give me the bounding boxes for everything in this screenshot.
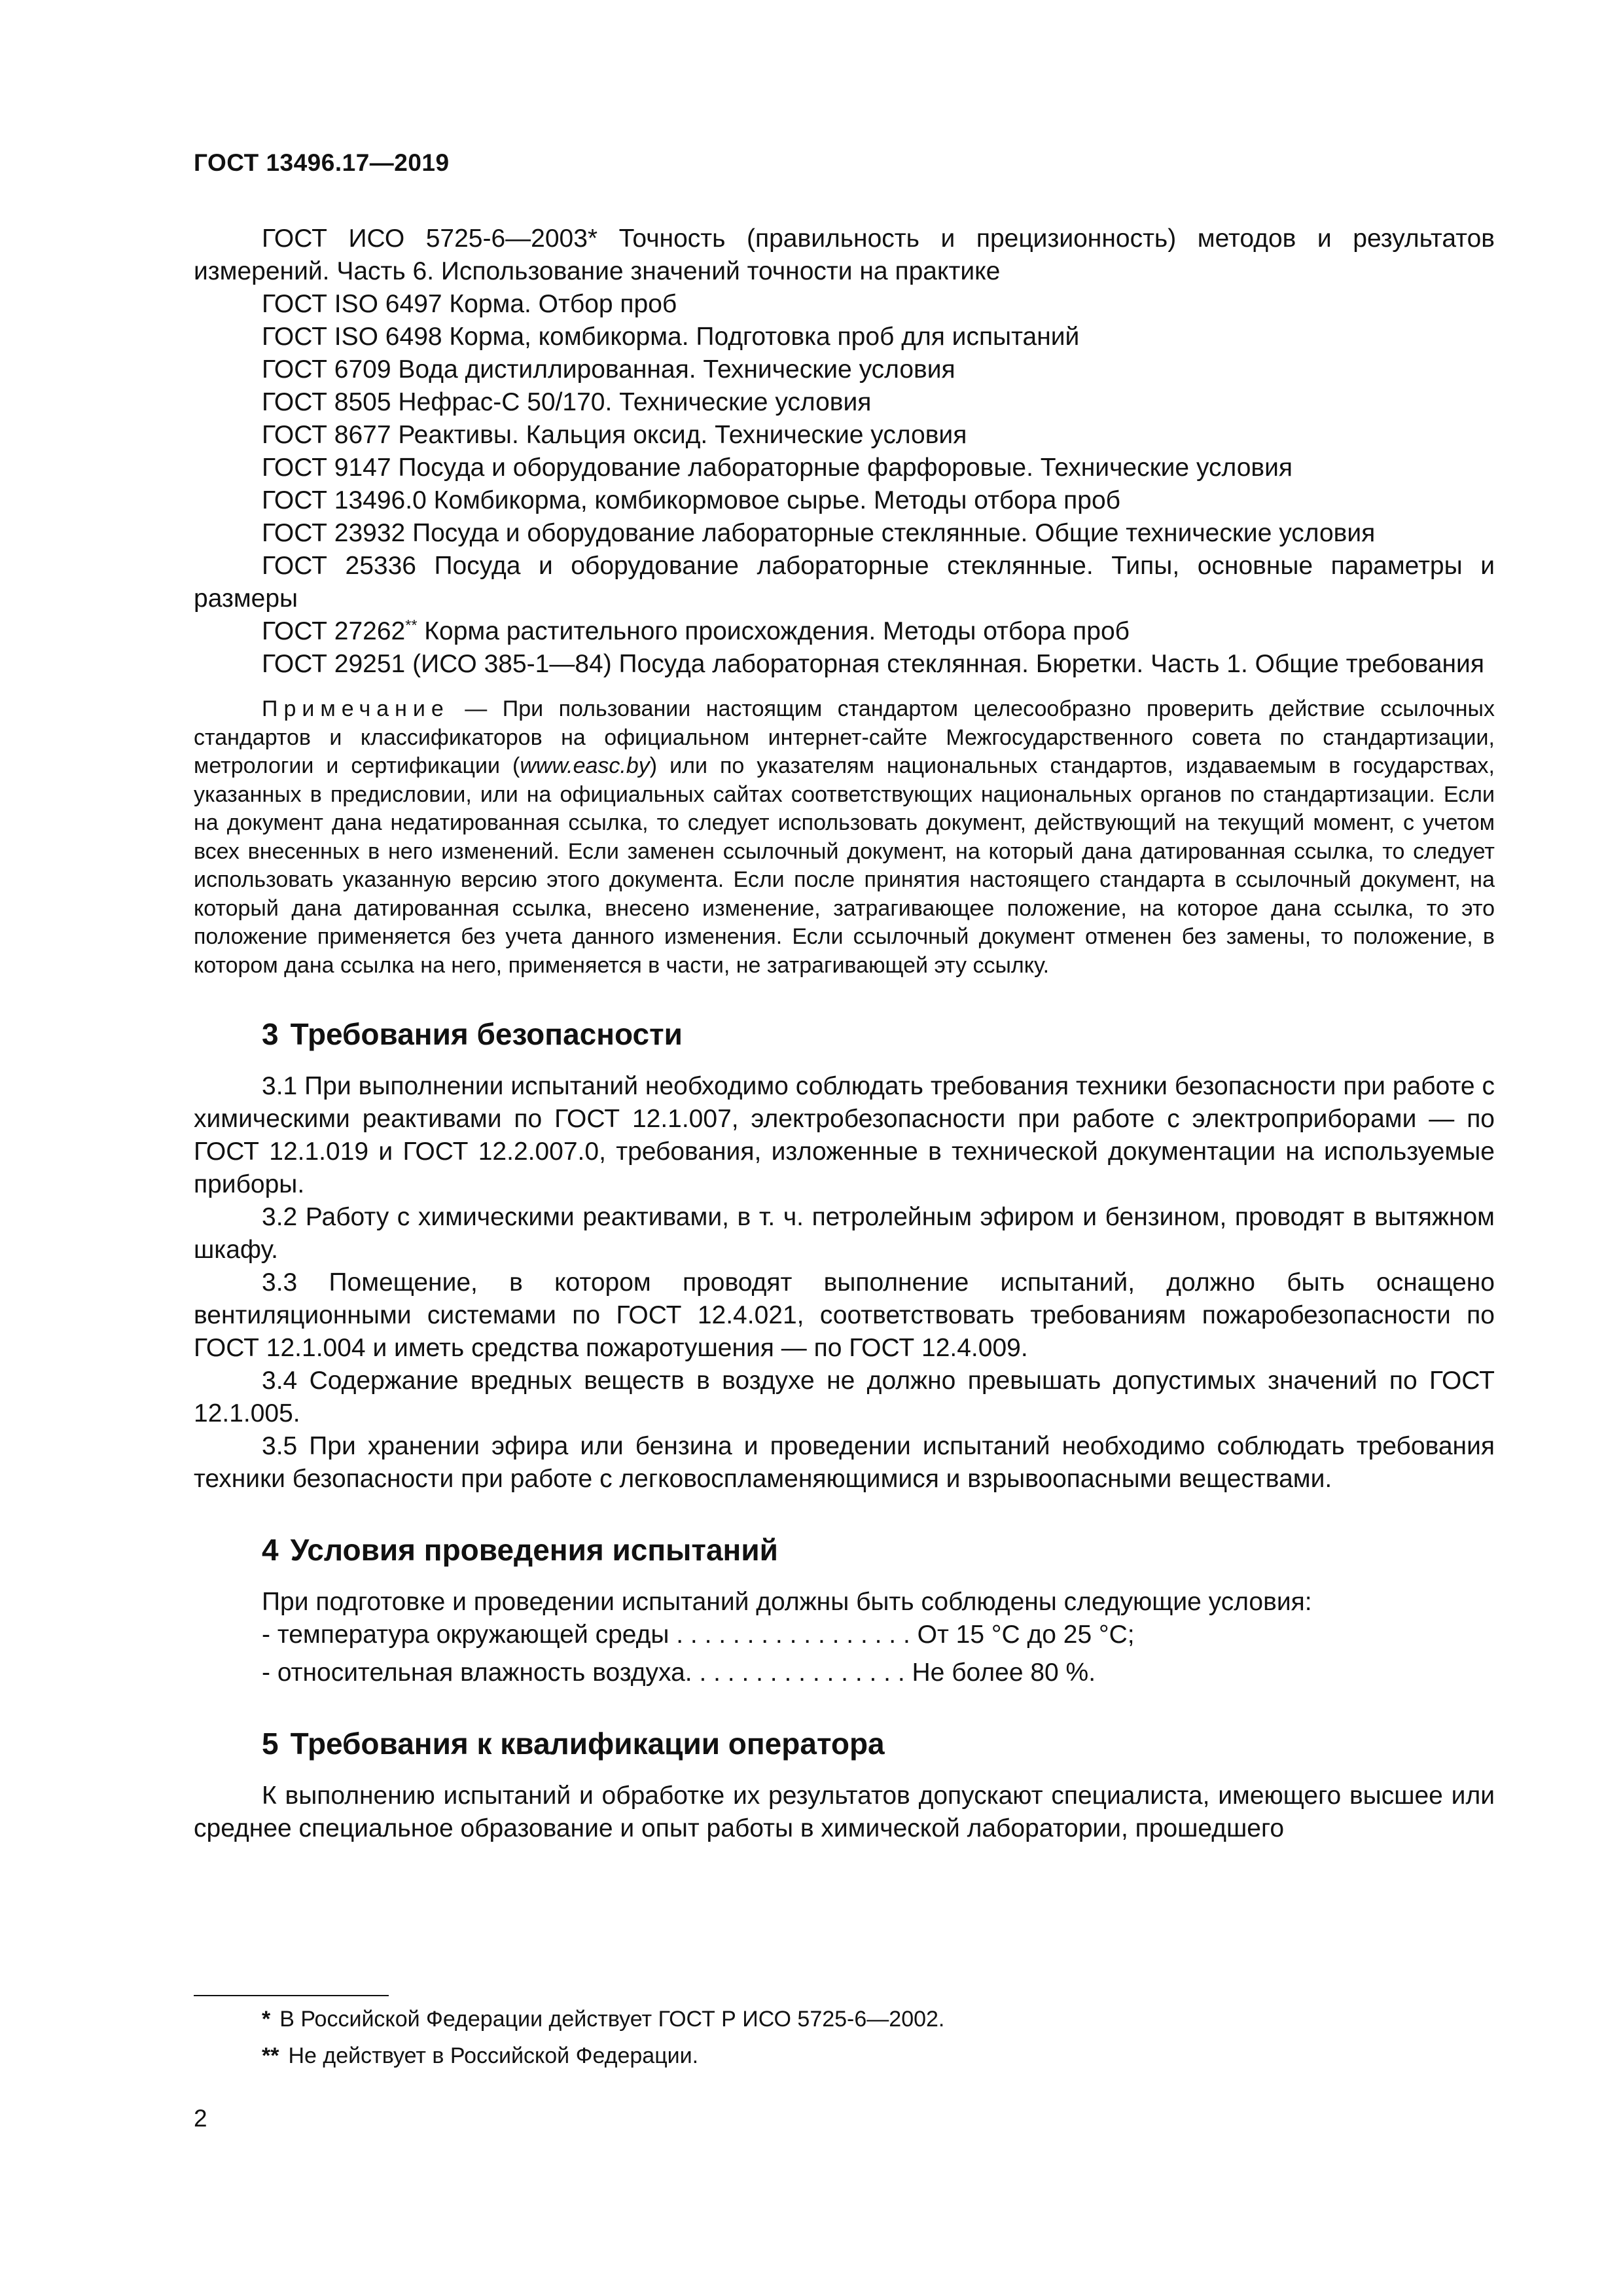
paragraph-3-2: 3.2 Работу с химическими реактивами, в т. ч. петролейным эфиром и бензином, проводят в вытяжном шкафу. bbox=[194, 1203, 1495, 1264]
footnote-1 bbox=[262, 2007, 944, 2032]
section-5-text: К выполнению испытаний и обработке их результатов допускают специалиста, имеющего высшее или среднее специальное образование и опыт работы в химической лаборатории, прошедшего bbox=[194, 1782, 1495, 1842]
note-text-start: — При пользовании настоящим стандартом целесообразно проверить действие ссылочных стандартов и классификаторов на официальном интернет-сайте Межгосударственного совета по стандартизации, метрологии и сертификации ( bbox=[194, 696, 1495, 778]
reference-title: Корма растительного происхождения. Методы отбора проб bbox=[417, 617, 1130, 645]
footnote-separator bbox=[194, 1995, 389, 1996]
footnote-marker: ** bbox=[405, 617, 418, 634]
section-title: Условия проведения испытаний bbox=[290, 1533, 778, 1567]
reference-item: ГОСТ 9147 Посуда и оборудование лабораторные фарфоровые. Технические условия bbox=[262, 454, 1293, 482]
reference-item: ГОСТ ISO 6497 Корма. Отбор проб bbox=[262, 290, 677, 318]
section-4-intro: При подготовке и проведении испытаний должны быть соблюдены следующие условия: bbox=[262, 1588, 1312, 1616]
footnote-text: Не действует в Российской Федерации. bbox=[288, 2043, 699, 2068]
paragraph-3-3: 3.3 Помещение, в котором проводят выполнение испытаний, должно быть оснащено вентиляционными системами по ГОСТ 12.4.021, соответствовать требованиям пожаробезопасности по ГОСТ 12.1.004 и иметь средства пожаротушения — по ГОСТ 12.4.009. bbox=[194, 1268, 1495, 1362]
reference-code: ГОСТ 27262 bbox=[262, 617, 406, 645]
note-label: Примечание bbox=[262, 696, 450, 721]
reference-item: ГОСТ 23932 Посуда и оборудование лабораторные стеклянные. Общие технические условия bbox=[262, 519, 1376, 547]
note-text-end: ) или по указателям национальных стандартов, издаваемым в государствах, указанных в предисловии, или на официальных сайтах соответствующих национальных органов по стандартизации. Если на документ дана недатированная ссылка, то следует использовать документ, действующий на текущий момент, с учетом всех внесенных в него изменений. Если заменен ссылочный документ, на который дана датированная ссылка, то следует использовать указанную версию этого документа. Если после принятия настоящего стандарта в ссылочный документ, на который дана датированная ссылка, внесено изменение, затрагивающее положение, на которое дана ссылка, то это положение применяется без учета данного изменения. Если ссылочный документ отменен без замены, то положение, в котором дана ссылка на него, применяется в части, не затрагивающей эту ссылку. bbox=[194, 753, 1495, 978]
reference-item: ГОСТ ИСО 5725-6—2003* Точность (правильность и прецизионность) методов и результатов измерений. Часть 6. Использование значений точности на практике bbox=[194, 224, 1495, 285]
reference-item-27262 bbox=[194, 615, 1495, 648]
paragraph-3-5: 3.5 При хранении эфира или бензина и проведении испытаний необходимо соблюдать требования техники безопасности при работе с легковоспламеняющимися и взрывоопасными веществами. bbox=[194, 1432, 1495, 1493]
reference-item: ГОСТ ISO 6498 Корма, комбикорма. Подготовка проб для испытаний bbox=[262, 323, 1080, 351]
reference-item: ГОСТ 13496.0 Комбикорма, комбикормовое сырье. Методы отбора проб bbox=[262, 486, 1121, 514]
note-block bbox=[194, 695, 1495, 980]
reference-item: ГОСТ 8677 Реактивы. Кальция оксид. Технические условия bbox=[262, 421, 967, 449]
footnote-2 bbox=[262, 2043, 698, 2069]
condition-item: - относительная влажность воздуха. . . . . . . . . . . . . . . . Не более 80 %. bbox=[262, 1659, 1096, 1687]
section-number: 4 bbox=[262, 1533, 279, 1567]
reference-item: ГОСТ 6709 Вода дистиллированная. Технические условия bbox=[262, 355, 955, 384]
page-header: ГОСТ 13496.17—2019 bbox=[194, 149, 450, 176]
reference-item: ГОСТ 25336 Посуда и оборудование лабораторные стеклянные. Типы, основные параметры и размеры bbox=[194, 552, 1495, 613]
reference-item: ГОСТ 29251 (ИСО 385-1—84) Посуда лабораторная стеклянная. Бюретки. Часть 1. Общие требования bbox=[262, 650, 1484, 678]
section-4-heading bbox=[194, 1534, 1495, 1566]
section-number: 5 bbox=[262, 1727, 279, 1761]
section-3-heading bbox=[194, 1018, 1495, 1050]
reference-item: ГОСТ 8505 Нефрас-С 50/170. Технические условия bbox=[262, 388, 872, 416]
note-link[interactable]: www.easc.by bbox=[520, 753, 650, 778]
condition-item: - температура окружающей среды . . . . . . . . . . . . . . . . . От 15 °С до 25 °С; bbox=[262, 1621, 1135, 1649]
section-5-heading bbox=[194, 1727, 1495, 1760]
footnote-text: В Российской Федерации действует ГОСТ Р ИСО 5725-6—2002. bbox=[279, 2007, 945, 2032]
references-list bbox=[194, 223, 1495, 681]
page-number: 2 bbox=[194, 2105, 207, 2132]
page-content bbox=[194, 223, 1495, 1845]
section-title: Требования к квалификации оператора bbox=[290, 1727, 885, 1761]
paragraph-3-1: 3.1 При выполнении испытаний необходимо соблюдать требования техники безопасности при работе с химическими реактивами по ГОСТ 12.1.007, электробезопасности при работе с электроприборами — по ГОСТ 12.1.019 и ГОСТ 12.2.007.0, требования, изложенные в технической документации на используемые приборы. bbox=[194, 1072, 1495, 1198]
section-number: 3 bbox=[262, 1017, 279, 1051]
section-title: Требования безопасности bbox=[290, 1017, 683, 1051]
paragraph-3-4: 3.4 Содержание вредных веществ в воздухе не должно превышать допустимых значений по ГОСТ 12.1.005. bbox=[194, 1367, 1495, 1427]
footnote-marker: ** bbox=[262, 2043, 279, 2068]
footnote-marker: * bbox=[262, 2007, 271, 2032]
